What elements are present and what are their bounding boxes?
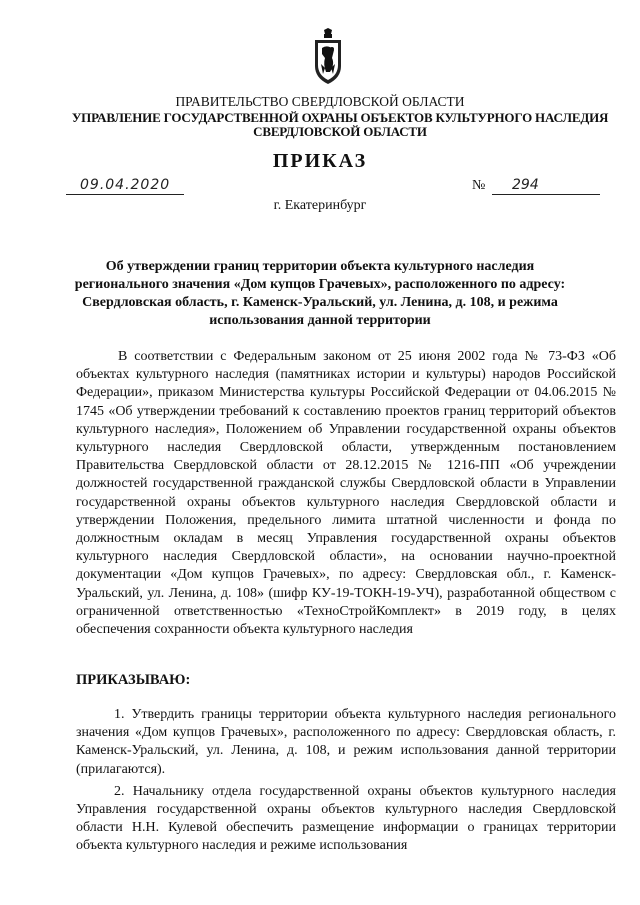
order-number: 294	[512, 177, 539, 193]
order-number-field	[472, 176, 602, 194]
order-date-field	[66, 176, 184, 195]
preamble-text: В соответствии с Федеральным законом от 25 июня 2002 года № 73-ФЗ «Об объектах культурного наследия (памятниках истории и культуры) народов Российской Федерации», приказом Министерства культуры Российской Федерации от 04.06.2015 № 1745 «Об утверждении требований к составлению проектов границ территорий объектов культурного наследия», Положением об Управлении государственной охраны объектов культурного наследия Свердловской области, утвержденным постановлением Правительства Свердловской области от 28.12.2015 № 1216-ПП «Об учреждении должностей государственной гражданской службы Свердловской области в Управлении государственной охраны объектов культурного наследия Свердловской области и утверждении Положения, предельного лимита штатной численности и фонда по должностным окладам в месяц Управления государственной охраны объектов культурного наследия Свердловской области», на основании научно-проектной документации «Дом купцов Грачевых», по адресу: Свердловская обл., г. Каменск-Уральский, ул. Ленина, д. 108» (шифр КУ-19-ТОКН-19-УЧ), разработанной обществом с ограниченной ответственностью «ТехноСтройКомплект» в 2019 году, в целях обеспечения сохранности объекта культурного наследия	[76, 349, 616, 638]
order-date: 09.04.2020	[80, 177, 171, 193]
order-item-1: 1. Утвердить границы территории объекта культурного наследия регионального значения «Дом купцов Грачевых», расположенного по адресу: Свердловская область, г. Каменск-Уральский, ул. Ленина, д. 108, и режим использования данной территории (прилагаются).	[76, 707, 616, 777]
preamble	[76, 348, 616, 639]
order-subject: Об утверждении границ территории объекта культурного наследия регионального значения «Дом купцов Грачевых», расположенного по адресу: Свердловская область, г. Каменск-Уральский, ул. Ленина, д. 108, и режима использования данной территории	[74, 259, 566, 328]
order-item-2: 2. Начальнику отдела государственной охраны объектов культурного наследия Управления государственной охраны объектов культурного наследия Свердловской области Н.Н. Кулевой обеспечить размещение информации о границах территории объекта культурного наследия и режиме использования	[76, 783, 616, 854]
order-word: ПРИКАЗЫВАЮ:	[76, 672, 191, 688]
city: г. Екатеринбург	[273, 198, 367, 213]
document-type: ПРИКАЗ	[272, 150, 368, 172]
order-number-line	[492, 176, 600, 195]
number-sign: №	[472, 178, 486, 193]
government-name: ПРАВИТЕЛЬСТВО СВЕРДЛОВСКОЙ ОБЛАСТИ	[175, 94, 465, 109]
coat-of-arms-icon	[313, 28, 343, 86]
order-items	[76, 706, 616, 860]
department-name: УПРАВЛЕНИЕ ГОСУДАРСТВЕННОЙ ОХРАНЫ ОБЪЕКТОВ КУЛЬТУРНОГО НАСЛЕДИЯ СВЕРДЛОВСКОЙ ОБЛАСТИ	[71, 110, 609, 139]
